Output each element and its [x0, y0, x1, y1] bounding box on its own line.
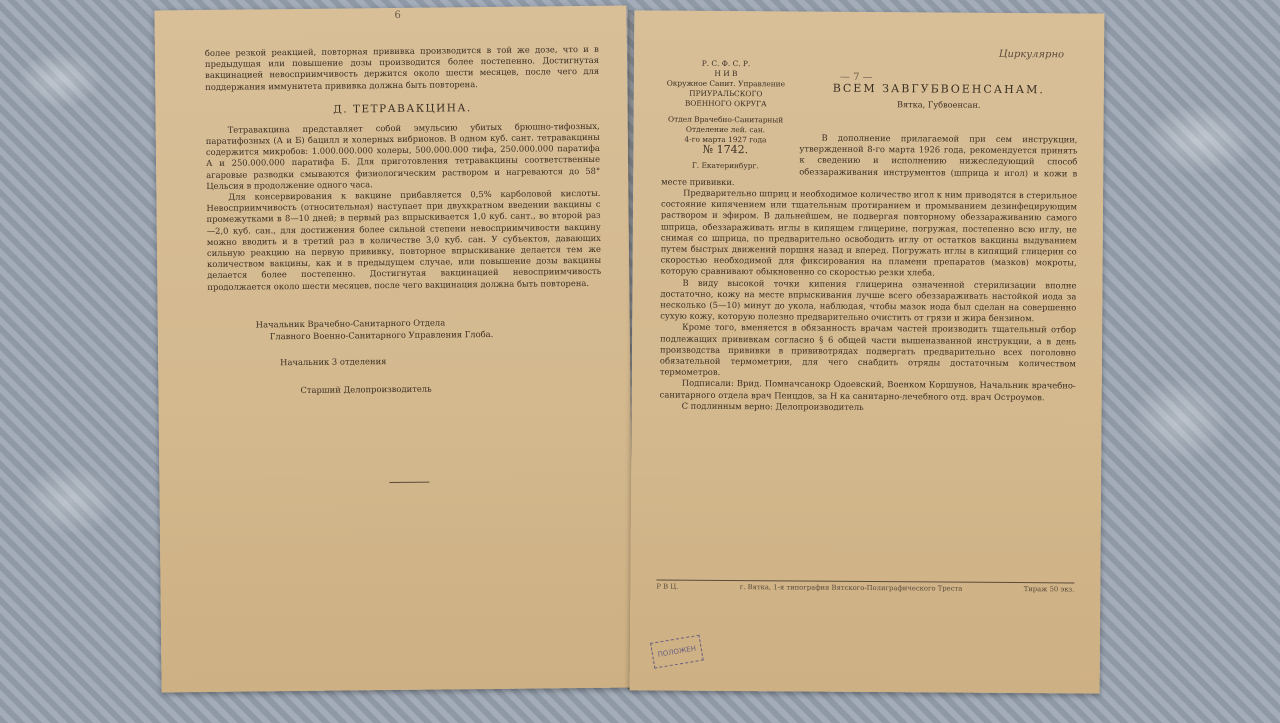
stamp-line-5: ВОЕННОГО ОКРУГА [684, 98, 767, 109]
footer-right: Тираж 50 экз. [1023, 585, 1075, 594]
right-paragraph-6: С подлинным верно: Делопроизводитель [681, 400, 864, 412]
signature-line-3: Начальник 3 отделения [280, 355, 387, 368]
printer-footer [656, 580, 1074, 594]
left-intro-paragraph: более резкой реакцией, повторная прививка производится в той же дозе, что и в предыдущая или повышение дозы производится более постепенно. Достигнутая вакцинацией невосприимчивость держится около шести месяцев, после чего для поддержания иммунитета прививка должна быть повторена. [204, 43, 600, 92]
right-paragraph-3: В виду высокой точки кипения глицерина означенной стерилизации вполне достаточно, кожу на месте впрыскивания лучше всего обеззараживать настойкой иода за несколько (5—10) минут до укола, наблюдая, чтобы мазок иода был сделан на совершенно сухую кожу, которую полезно предварительно очистить от грязи и жира бензином. [660, 277, 1077, 324]
letterhead-stamp [661, 59, 790, 172]
tetravaccine-paragraph-1: Тетравакцина представляет собой эмульсию убитых брюшно-тифозных, паратифозных (А и Б) бацилл и холерных вибрионов. В одном куб. сант. тетравакцины содержится микробов: 1.000.000.000 холеры, 500.000.000 тифа, 250.000.000 паратифа А и 250.000.000 паратифа Б. Для приготовления тетравакцины соответственные агаровые разводки смываются физиологическим раствором и нагреваются до 58° Цельсия в продолжение одного часа. [205, 120, 601, 191]
right-paragraph-1: В дополнение прилагаемой при сем инструкции, утвержденной 8-го марта 1926 года, рекомендуется принять к сведению и исполнению нижеследующий способ обеззараживания инструментов (шприца и игол) и кожи в месте прививки. [661, 132, 1078, 187]
tetravaccine-paragraph-2: Для консервирования к вакцине прибавляется 0,5% карболовой кислоты. Невосприимчивость (относительная) наступает при двухкратном введении вакцины с промежутками в 8—10 дней; в первый раз впрыскивается 1,0 куб. сант., во второй раз—2,0 куб. сан., для достижения более сильной степени невосприимчивости вакцину можно вводить и в третий раз в количестве 3,0 куб. сан. У субъектов, давающих сильную реакцию на первую прививку, повторное впрыскивание делается тем же количеством вакцины, как и в предыдущем случае, или повышение дозы вакцины делается более постепенно. Достигнутая вакцинацией невосприимчивость продолжается около шести месяцев, после чего вакцинация должна быть повторена. [206, 187, 602, 292]
footer-left: Р В Ц. [656, 582, 679, 591]
left-page [154, 6, 633, 693]
section-heading-tetravaccine: Д. ТЕТРАВАКЦИНА. [333, 101, 472, 116]
stamp-line-8: 4-го марта 1927 года [684, 134, 767, 145]
stamp-line-2: Н И В [714, 68, 738, 79]
footer-mid: г. Вятка, 1-я типография Вятского-Полиграфического Треста [739, 583, 963, 593]
handwritten-note: Циркулярно [998, 48, 1065, 61]
library-stamp-mark: ПОЛОЖЕН [650, 635, 704, 669]
stamp-line-3: Окружное Санит. Управление [666, 78, 786, 89]
document-title: ВСЕМ ЗАВГУБВОЕНСАНАМ. [832, 81, 1045, 97]
document-subtitle: Вятка, Губвоенсан. [896, 99, 981, 110]
right-paragraph-4: Кроме того, вменяется в обязанность врачам частей производить тщательный отбор подлежащих прививкам согласно § 6 общей части вышеназванной инструкции, а в день производства прививки в прививотрядах подвергать предварительно всех поголовно обязательной термометрии, для чего снабдить отряды достаточным количеством термометров. [659, 322, 1077, 378]
left-page-number: 6 [394, 9, 401, 21]
right-page [630, 10, 1105, 693]
signature-line-2: Главного Военно-Санитарного Управления Глоба. [269, 328, 494, 342]
stamp-line-1: Р. С. Ф. С. Р. [701, 58, 751, 69]
signature-line-4: Старший Делопроизводитель [300, 383, 432, 395]
closing-rule [389, 482, 429, 483]
right-paragraph-5: Подписали: Врид. Помначсанокр Одоевский, Военком Коршунов, Начальник врачебно-санитарного отдела врач Пеицдов, за Н ка санитарно-лечебного отд. врач Остроумов. [659, 378, 1076, 402]
stamp-line-4: ПРИУРАЛЬСКОГО [689, 88, 763, 99]
right-paragraph-2: Предварительно шприц и необходимое количество игол к ним приводятся в стерильное состояние кипячением или тщательным протиранием и промыванием дезинфецирующим раствором и эфиром. В дальнейшем, не подвергая повторному обеззараживанию самого шприца, обеззараживать иглы в кипящем глицерине, погружая, постепенно всю иглу, не снимая со шприца, по предварительно освободить иглу от остатков вакцины выдуванием путем быстрых движений поршня назад и вперед. Погружать иглы в кипящий глицерин со скоростью необходимой для фиксирования на пламени препаратов (мазков) мокроты, которую сравнивают обыкновенно со скоростью резки хлеба. [660, 187, 1078, 278]
stamp-city: Г. Екатеринбург. [691, 160, 759, 171]
stamp-line-7: Отделение лей. сан. [685, 124, 766, 135]
stamp-line-6: Отдел Врачебно-Санитарный [668, 114, 784, 125]
stamp-number: № 1742. [702, 142, 749, 157]
signature-line-1: Начальник Врачебно-Санитарного Отдела [255, 317, 446, 330]
right-page-number: — 7 — [839, 71, 873, 84]
